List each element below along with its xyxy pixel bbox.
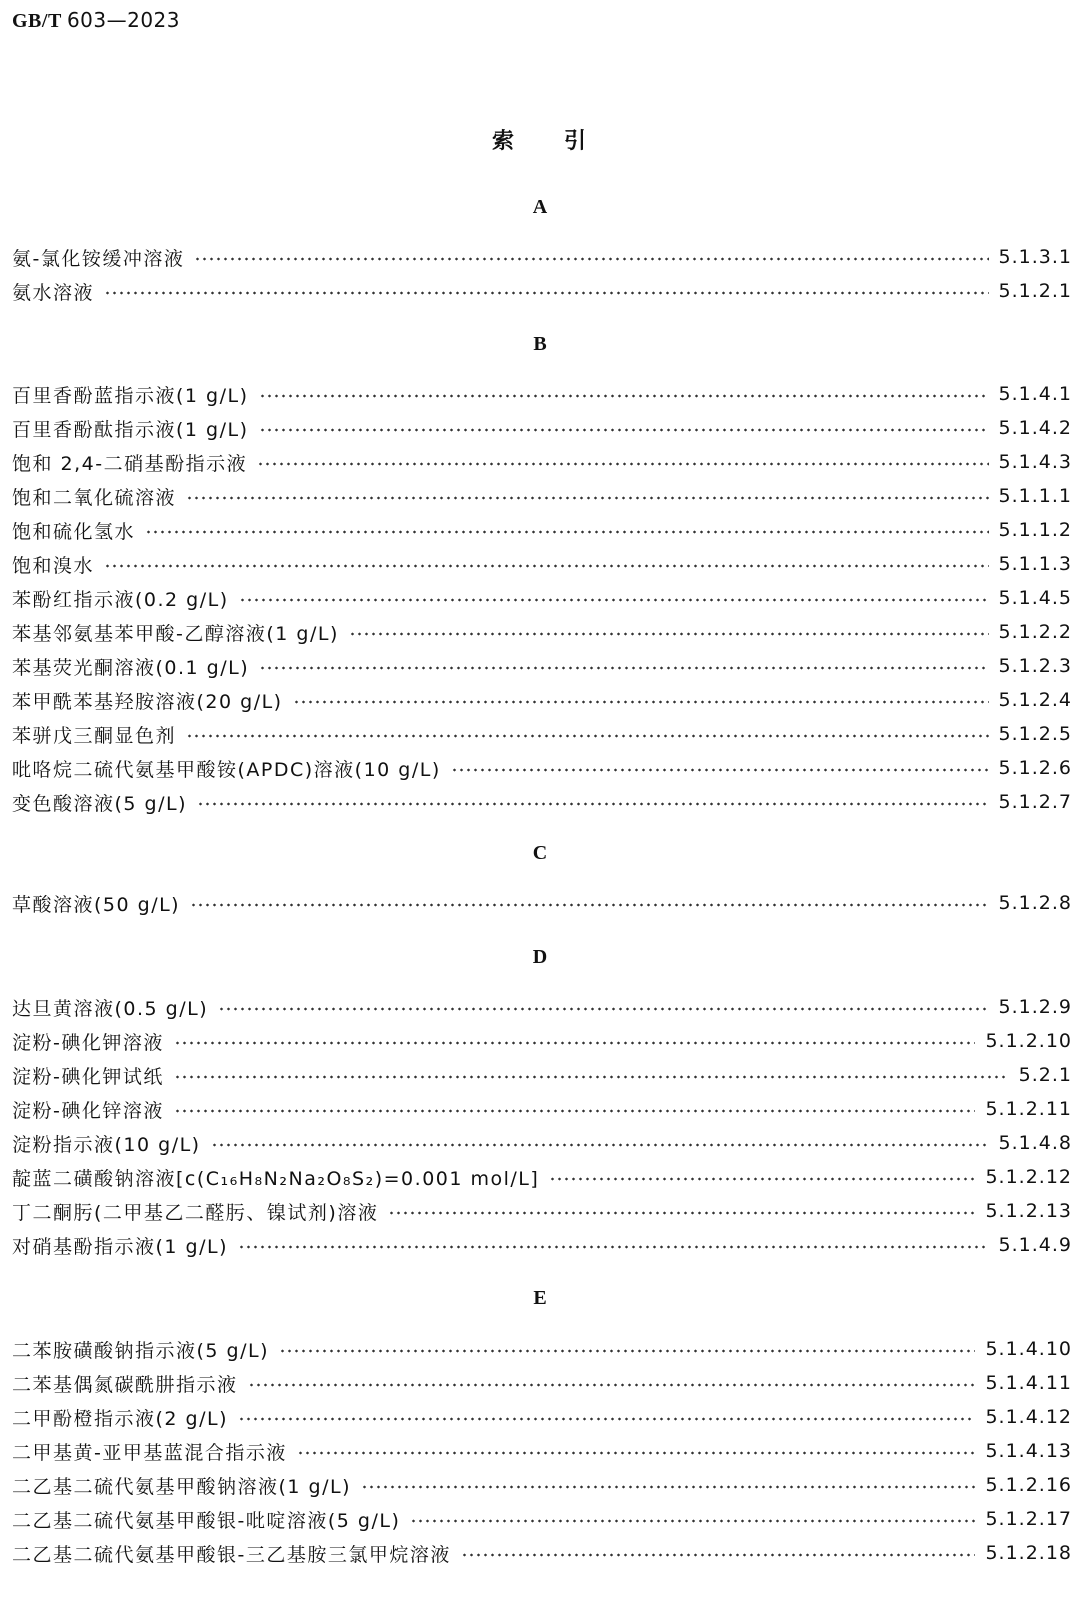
title-char: 索 [491,129,516,154]
dot-leader [238,1417,975,1421]
entry-reference: 5.1.2.2 [998,621,1072,643]
dot-leader [257,462,988,466]
entry-reference: 5.1.4.11 [985,1372,1072,1394]
entry-reference: 5.1.2.6 [998,757,1072,779]
entry-text: 苯骈戊三酮显色剂 [12,724,177,747]
dot-leader [194,257,988,261]
section-letter: B [533,333,547,355]
entry-text: 二乙基二硫代氨基甲酸银-三乙基胺三氯甲烷溶液 [12,1543,451,1566]
index-entry [12,787,1072,817]
index-entry [12,1538,1072,1568]
entry-text: 百里香酚蓝指示液(1 g/L) [12,384,249,407]
dot-leader [349,632,989,636]
entry-text: 淀粉指示液(10 g/L) [12,1133,201,1156]
entry-reference: 5.1.1.1 [998,485,1072,507]
dot-leader [451,768,989,772]
dot-leader [259,394,989,398]
entry-text: 饱和溴水 [12,554,95,577]
entry-text: 饱和二氧化硫溶液 [12,486,177,509]
entry-reference: 5.1.1.2 [998,519,1072,541]
entry-text: 二甲基黄-亚甲基蓝混合指示液 [12,1441,287,1464]
index-entry [12,276,1072,306]
index-entry [12,1334,1072,1364]
entry-reference: 5.1.2.1 [998,280,1072,302]
dot-leader [174,1075,1009,1079]
dot-leader [104,564,989,568]
entry-text: 二乙基二硫代氨基甲酸银-吡啶溶液(5 g/L) [12,1509,401,1532]
entry-text: 淀粉-碘化钾试纸 [12,1065,164,1088]
index-entry [12,1504,1072,1534]
dot-leader [248,1383,976,1387]
section-letter: D [532,946,548,968]
entry-text: 苯酚红指示液(0.2 g/L) [12,588,229,611]
entry-text: 达旦黄溶液(0.5 g/L) [12,997,209,1020]
entry-reference: 5.1.2.11 [985,1098,1072,1120]
dot-leader [186,496,989,500]
entry-text: 二苯胺磺酸钠指示液(5 g/L) [12,1339,270,1362]
entry-reference: 5.1.2.18 [985,1542,1072,1564]
dot-leader [297,1451,976,1455]
entry-reference: 5.1.2.16 [985,1474,1072,1496]
entry-reference: 5.1.1.3 [998,553,1072,575]
index-entry [12,481,1072,511]
dot-leader [218,1007,988,1011]
entry-text: 淀粉-碘化钾溶液 [12,1031,164,1054]
dot-leader [461,1553,976,1557]
index-entry [12,379,1072,409]
title-char: 引 [564,129,589,154]
entry-text: 丁二酮肟(二甲基乙二醛肟、镍试剂)溶液 [12,1201,379,1224]
entry-reference: 5.1.2.3 [998,655,1072,677]
index-entry [12,753,1072,783]
entry-text: 草酸溶液(50 g/L) [12,893,181,916]
index-entry [12,992,1072,1022]
index-entry [12,1402,1072,1432]
entry-reference: 5.2.1 [1018,1064,1072,1086]
entry-text: 二甲酚橙指示液(2 g/L) [12,1407,229,1430]
entry-text: 靛蓝二磺酸钠溶液[c(C₁₆H₈N₂Na₂O₈S₂)=0.001 mol/L] [12,1167,540,1190]
index-entry [12,1470,1072,1500]
document-header [12,8,180,33]
dot-leader [174,1109,976,1113]
entry-text: 二苯基偶氮碳酰肼指示液 [12,1373,238,1396]
index-entry [12,242,1072,272]
standard-code: GB/T [12,10,62,32]
entry-reference: 5.1.4.10 [985,1338,1072,1360]
dot-leader [186,734,989,738]
index-entry [12,1230,1072,1260]
dot-leader [549,1177,975,1181]
entry-reference: 5.1.2.17 [985,1508,1072,1530]
entry-reference: 5.1.4.13 [985,1440,1072,1462]
dot-leader [197,802,989,806]
standard-number: 603—2023 [66,8,181,32]
dot-leader [293,700,989,704]
entry-text: 淀粉-碘化锌溶液 [12,1099,164,1122]
entry-text: 百里香酚酞指示液(1 g/L) [12,418,249,441]
entry-reference: 5.1.4.2 [998,417,1072,439]
index-entry [12,1196,1072,1226]
index-entry [12,1368,1072,1398]
index-entry [12,719,1072,749]
entry-reference: 5.1.2.10 [985,1030,1072,1052]
entry-reference: 5.1.3.1 [998,246,1072,268]
dot-leader [388,1211,975,1215]
index-entry [12,1128,1072,1158]
entry-text: 氨水溶液 [12,281,95,304]
entry-reference: 5.1.2.12 [985,1166,1072,1188]
entry-reference: 5.1.4.8 [998,1132,1072,1154]
section-letter: E [533,1287,547,1309]
index-entry [12,447,1072,477]
dot-leader [279,1349,975,1353]
entry-reference: 5.1.4.5 [998,587,1072,609]
dot-leader [361,1485,975,1489]
dot-leader [211,1143,989,1147]
entry-reference: 5.1.4.1 [998,383,1072,405]
index-entry [12,515,1072,545]
index-entry [12,1026,1072,1056]
index-entry [12,549,1072,579]
dot-leader [145,530,989,534]
entry-text: 氨-氯化铵缓冲溶液 [12,247,185,270]
entry-reference: 5.1.2.9 [998,996,1072,1018]
entry-text: 苯基荧光酮溶液(0.1 g/L) [12,656,250,679]
entry-reference: 5.1.2.8 [998,892,1072,914]
entry-text: 吡咯烷二硫代氨基甲酸铵(APDC)溶液(10 g/L) [12,758,441,781]
section-letter: A [532,196,548,218]
dot-leader [104,291,989,295]
index-entry [12,651,1072,681]
page-title [0,124,1080,155]
dot-leader [239,598,989,602]
entry-reference: 5.1.4.12 [985,1406,1072,1428]
section-letter: C [532,842,548,864]
index-entry [12,1162,1072,1192]
index-entry [12,888,1072,918]
dot-leader [259,428,989,432]
entry-text: 饱和 2,4-二硝基酚指示液 [12,452,248,475]
dot-leader [190,903,988,907]
index-entry [12,1060,1072,1090]
entry-text: 苯甲酰苯基羟胺溶液(20 g/L) [12,690,283,713]
entry-reference: 5.1.2.13 [985,1200,1072,1222]
entry-text: 对硝基酚指示液(1 g/L) [12,1235,229,1258]
entry-reference: 5.1.4.3 [998,451,1072,473]
entry-text: 二乙基二硫代氨基甲酸钠溶液(1 g/L) [12,1475,352,1498]
index-entry [12,1436,1072,1466]
dot-leader [238,1245,989,1249]
dot-leader [410,1519,975,1523]
entry-reference: 5.1.2.7 [998,791,1072,813]
index-entry [12,685,1072,715]
entry-reference: 5.1.4.9 [998,1234,1072,1256]
entry-reference: 5.1.2.5 [998,723,1072,745]
dot-leader [174,1041,976,1045]
index-entry [12,617,1072,647]
entry-reference: 5.1.2.4 [998,689,1072,711]
index-entry [12,413,1072,443]
entry-text: 变色酸溶液(5 g/L) [12,792,188,815]
index-entry [12,583,1072,613]
entry-text: 饱和硫化氢水 [12,520,136,543]
dot-leader [259,666,988,670]
entry-text: 苯基邻氨基苯甲酸-乙醇溶液(1 g/L) [12,622,339,645]
index-entry [12,1094,1072,1124]
